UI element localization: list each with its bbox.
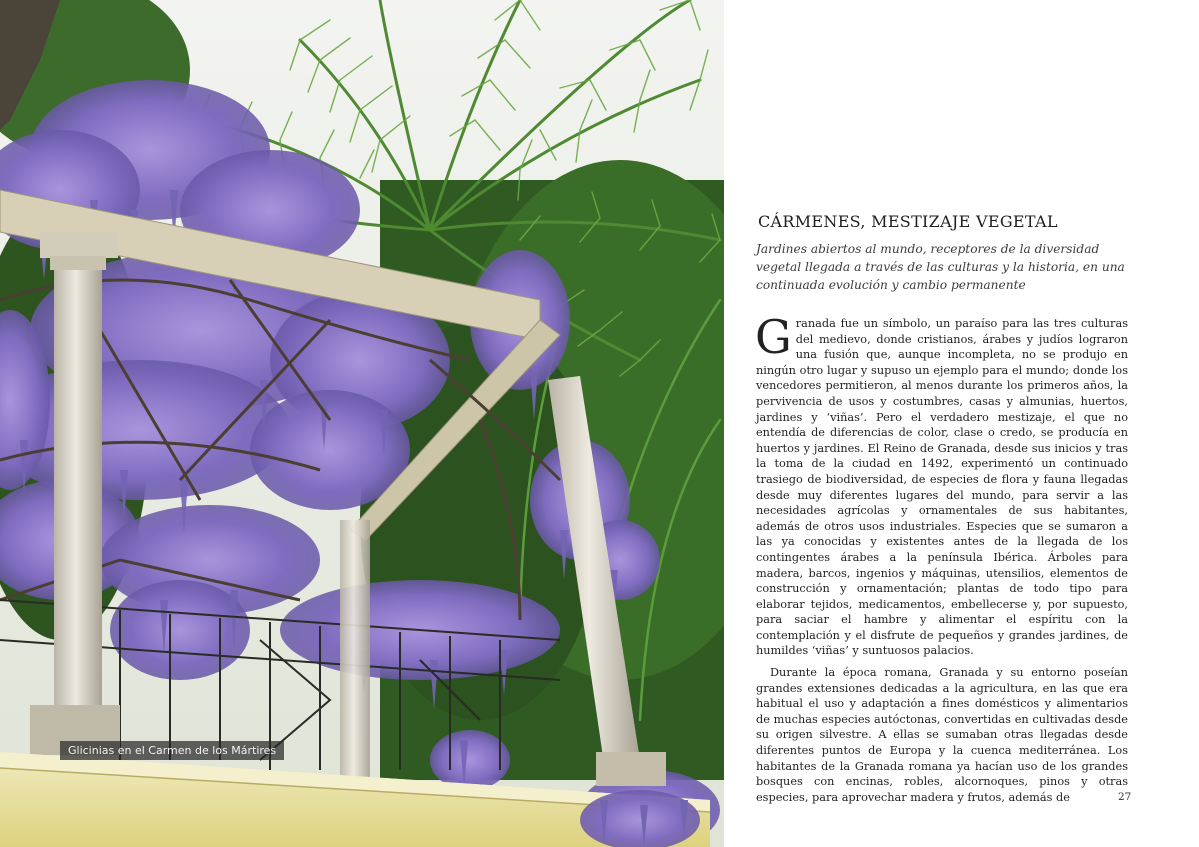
- article-body: [755, 310, 1128, 805]
- article-heading: CÁRMENES, MESTIZAJE VEGETAL: [758, 212, 1058, 231]
- photo-caption: Glicinias en el Carmen de los Mártires: [60, 741, 284, 760]
- page-number: 27: [1118, 791, 1132, 803]
- paragraph-1-text: ranada fue un símbolo, un paraíso para las tres culturas del medievo, donde cristianos, árabes y judíos lograron una fusión que, aunque incompleta, no se produjo en ningún otro lugar y supuso un ejemplo para el mundo; donde los vencedores permitieron, al menos durante los primeros años, la pervivencia de usos y costumbres, casas y almunias, huertos, jardines y ‘viñas’. Pero el verdadero mestizaje, el que no entendía de diferencias de color, clase o credo, se producía en huertos y jardines. El Reino de Granada, desde sus inicios y tras la toma de la ciudad en 1492, experimentó un continuado trasiego de biodiversidad, de especies de flora y fauna llegadas desde muy diferentes lugares del mundo, para servir a las necesidades agrícolas y ornamentales de sus habitantes, además de otros usos industriales. Especies que se sumaron a las ya conocidas y existentes antes de la llegada de los contingentes árabes a la península Ibérica. Árboles para madera, barcos, ingenios y máquinas, utensilios, elementos de construcción y ornamentación; plantas de todo tipo para elaborar tejidos, medicamentos, embellecerse y, por supuesto, para saciar el hambre y alimentar el espíritu con la contemplación y el disfrute de pequeños y grandes jardines, de humildes ‘viñas’ y suntuosos palacios.: [756, 317, 1128, 658]
- drop-cap: G: [755, 310, 792, 364]
- paragraph-2: Durante la época romana, Granada y su entorno poseían grandes extensiones dedicadas a la agricultura, en las que era habitual el uso y adaptación a fines domésticos y alimentarios de muchas especies autóctonas, convertidas en cultivadas desde su origen silvestre. A ellas se sumaban otras llegadas desde diferentes puntos de Europa y la cuenca mediterránea. Los habitantes de la Granada romana ya hacían uso de los grandes bosques con encinas, robles, alcornoques, pinos y otras especies, para aprovechar madera y frutos, además de: [756, 666, 1128, 804]
- paragraph-1: [755, 310, 1128, 659]
- article-page: [724, 0, 1199, 847]
- article-subtitle: Jardines abiertos al mundo, receptores de la diversidad vegetal llegada a través de las culturas y la historia, en una continuada evolución y cambio permanente: [756, 242, 1125, 292]
